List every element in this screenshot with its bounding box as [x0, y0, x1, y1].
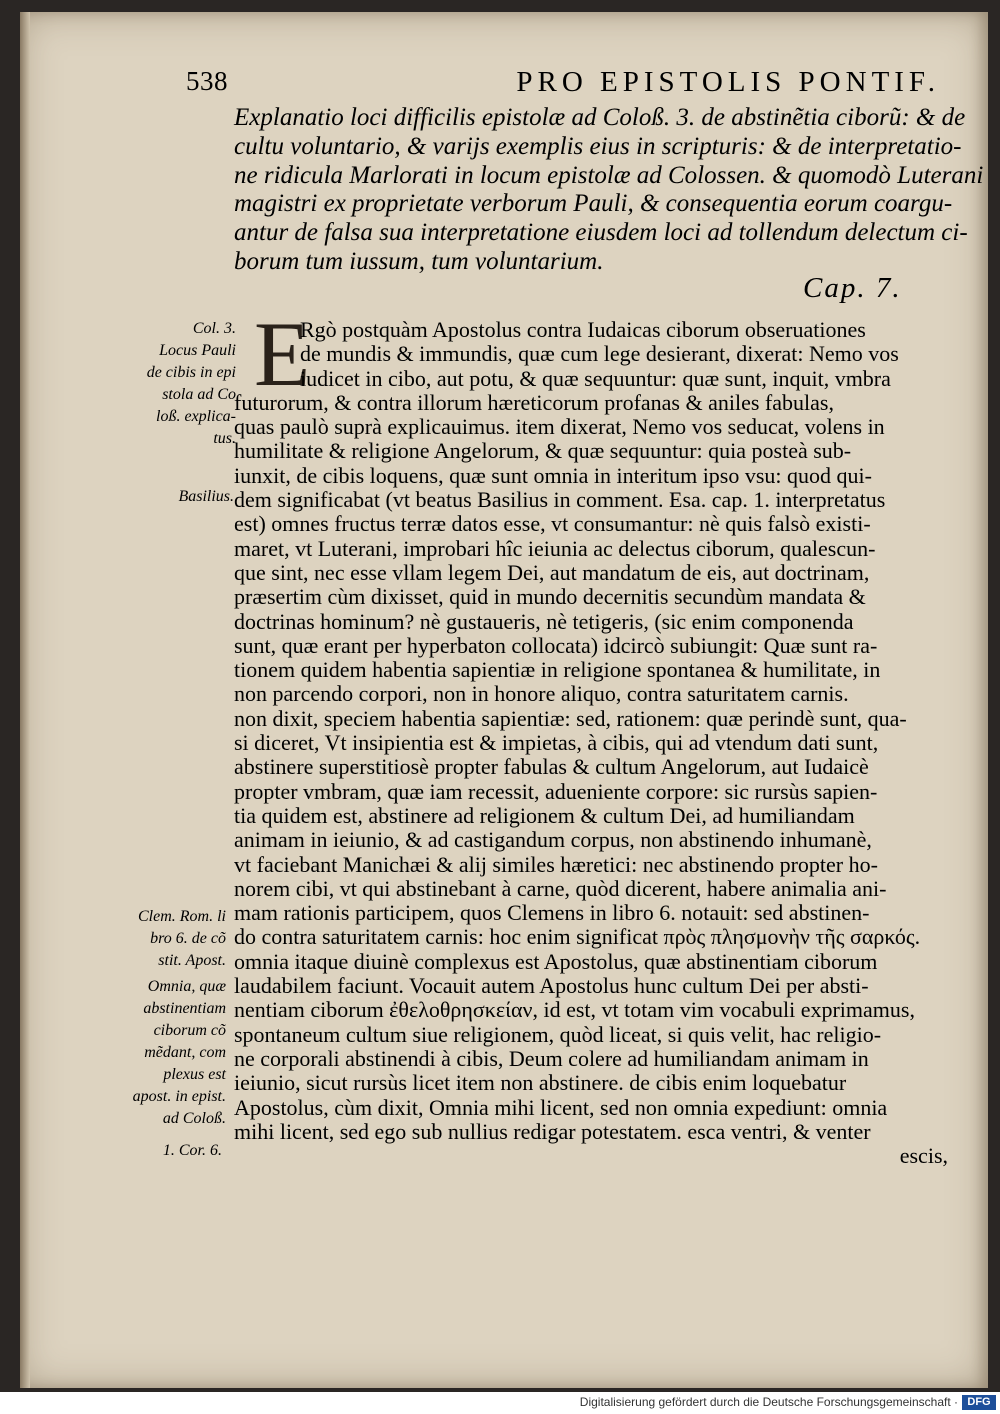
text-line: abstinere superstitiosè propter fabulas & cultum Angelorum, aut Iudaicè	[234, 754, 869, 780]
chapter-title-line: antur de falsa sua interpretatione eiusdem loci ad tollendum delectum ci-	[234, 219, 968, 247]
margin-note-line: plexus est	[163, 1066, 226, 1083]
running-head	[186, 66, 940, 106]
text-line: que sint, nec esse vllam legem Dei, aut mandatum de eis, aut doctrinam,	[234, 559, 870, 585]
page-gutter-edge	[20, 12, 30, 1388]
text-line: tia quidem est, abstinere ad religionem & cultum Dei, ad humiliandam	[234, 802, 855, 828]
margin-note-omnia	[118, 976, 226, 1130]
margin-note-line: Col. 3.	[192, 320, 236, 337]
text-line: mihi licent, sed ego sub nullius redigar potestatem. esca ventri, & venter	[234, 1118, 871, 1144]
margin-note-line: apost. in epist.	[132, 1088, 226, 1105]
text-line: præsertim cùm dixisset, quid in mundo decernitis secundùm mandata &	[234, 584, 866, 610]
margin-note-line: Omnia, quæ	[147, 978, 226, 995]
margin-note-line: stola ad Co	[162, 386, 236, 403]
text-line: humilitate & religione Angelorum, & quæ sequuntur: quia posteà sub-	[234, 438, 852, 464]
dfg-logo: DFG	[962, 1395, 996, 1410]
text-line: tionem quidem habentia sapientiæ in religione spontanea & humilitate, in	[234, 657, 881, 683]
text-line: omnia itaque diuinè complexus est Apostolus, quæ abstinentiam ciborum	[234, 948, 878, 974]
text-line: si diceret, Vt insipientia est & impietas, à cibis, qui ad vtendum dati sunt,	[234, 730, 879, 756]
text-line: do contra saturitatem carnis: hoc enim significat πρὸς πλησμονὴν τῆς σαρκός.	[234, 924, 921, 950]
margin-note-cor	[142, 1140, 222, 1162]
chapter-title-line: borum tum iussum, tum voluntarium.	[234, 247, 604, 275]
margin-note-line: abstinentiam	[143, 1000, 226, 1017]
text-line: non parcendo corpori, non in honore aliquo, contra saturitatem carnis.	[234, 681, 849, 707]
text-line: norem cibi, vt qui abstinebant à carne, quòd dicerent, habere animalia ani-	[234, 875, 887, 901]
margin-note-line: ciborum cõ	[153, 1022, 226, 1039]
margin-note-line: mẽdant, com	[144, 1044, 226, 1061]
text-line: propter vmbram, quæ iam recessit, adueniente corpore: sic rursùs sapien-	[234, 778, 878, 804]
body-text	[234, 318, 974, 1168]
text-line: spontaneum cultum siue religionem, quòd liceat, si quis velit, hac religio-	[234, 1021, 882, 1047]
text-line: maret, vt Luterani, improbari hîc ieiunia ac delectus ciborum, qualescun-	[234, 535, 876, 561]
chapter-title	[234, 104, 984, 277]
margin-note-basilius	[140, 486, 234, 508]
margin-note-line: bro 6. de cõ	[150, 930, 226, 947]
text-line: futurorum, & contra illorum hæreticorum profanas & aniles fabulas,	[234, 389, 834, 415]
text-line: iudicet in cibo, aut potu, & quæ sequuntur: quæ sunt, inquit, vmbra	[300, 365, 891, 391]
text-line: animam in ieiunio, & ad castigandum corpus, non abstinendo inhumanè,	[234, 827, 872, 853]
text-line: de mundis & immundis, quæ cum lege desierant, dixerat: Nemo vos	[300, 341, 899, 367]
text-line: nentiam ciborum ἐθελοθρησκείαν, id est, vt totam vim vocabuli exprimamus,	[234, 997, 915, 1023]
footer-bar	[0, 1392, 1000, 1414]
text-line: dem significabat (vt beatus Basilius in comment. Esa. cap. 1. interpretatus	[234, 487, 886, 513]
text-line: Apostolus, cùm dixit, Omnia mihi licent, sed non omnia expediunt: omnia	[234, 1094, 888, 1120]
text-line: est) omnes fructus terræ datos esse, vt consumantur: nè quis falsò existi-	[234, 511, 871, 537]
chapter-title-line: magistri ex proprietate verborum Pauli, & consequentia eorum coargu-	[234, 190, 953, 218]
text-line: non dixit, speciem habentia sapientiæ: sed, rationem: quæ perindè sunt, qua-	[234, 705, 907, 731]
text-line: quas paulò suprà explicauimus. item dixerat, Nemo vos seducat, volens in	[234, 414, 885, 440]
chapter-title-line: ne ridicula Marlorati in locum epistolæ ad Colossen. & quomodò Luterani	[234, 161, 984, 189]
margin-note-line: ad Coloß.	[162, 1110, 226, 1127]
margin-note-line: Locus Pauli	[159, 342, 236, 359]
text-line: sunt, quæ erant per hyperbaton collocata) idcircò subiungit: Quæ sunt ra-	[234, 632, 878, 658]
margin-note-line: de cibis in epi	[146, 364, 236, 381]
text-line: laudabilem faciunt. Vocauit autem Apostolus hunc cultum Dei per absti-	[234, 973, 869, 999]
text-line: vt faciebant Manichæi & alij similes hæretici: nec abstinendo propter ho-	[234, 851, 878, 877]
margin-note-col3	[136, 318, 236, 450]
margin-note-line: 1. Cor. 6.	[162, 1142, 222, 1159]
margin-note-line: stit. Apost.	[158, 952, 226, 969]
text-line: ne corporali abstinendi à cibis, Deum colere ad humiliandam animam in	[234, 1045, 869, 1071]
text-line: doctrinas hominum? nè gustaueris, nè tetigeris, (sic enim componenda	[234, 608, 854, 634]
margin-note-line: Clem. Rom. li	[138, 908, 226, 925]
text-line: Rgò postquàm Apostolus contra Iudaicas ciborum obseruationes	[300, 317, 866, 342]
text-line: iunxit, de cibis loquens, quæ sunt omnia in interitum ipso vsu: quod qui-	[234, 462, 872, 488]
margin-note-line: tus.	[213, 430, 236, 447]
margin-note-line: loß. explica-	[156, 408, 236, 425]
margin-note-line: Basilius.	[178, 488, 234, 505]
catchword: escis,	[899, 1143, 948, 1169]
running-title: PRO EPISTOLIS PONTIF.	[516, 66, 940, 98]
text-line: ieiunio, sicut rursùs licet item non abstinere. de cibis enim loquebatur	[234, 1070, 847, 1096]
text-line: mam rationis participem, quos Clemens in libro 6. notauit: sed abstinen-	[234, 900, 870, 926]
chapter-title-line: Explanatio loci difficilis epistolæ ad Coloß. 3. de abstinẽtia ciborũ: & de	[234, 104, 966, 131]
chapter-title-line: cultu voluntario, & varijs exemplis eius in scripturis: & de interpretatio-	[234, 132, 962, 160]
page-number: 538	[186, 66, 228, 96]
footer-credit: Digitalisierung gefördert durch die Deutsche Forschungsgemeinschaft ·	[579, 1395, 958, 1409]
drop-cap-initial: E	[254, 303, 311, 405]
margin-note-clemens	[122, 906, 226, 972]
chapter-label: Cap. 7.	[803, 272, 902, 304]
